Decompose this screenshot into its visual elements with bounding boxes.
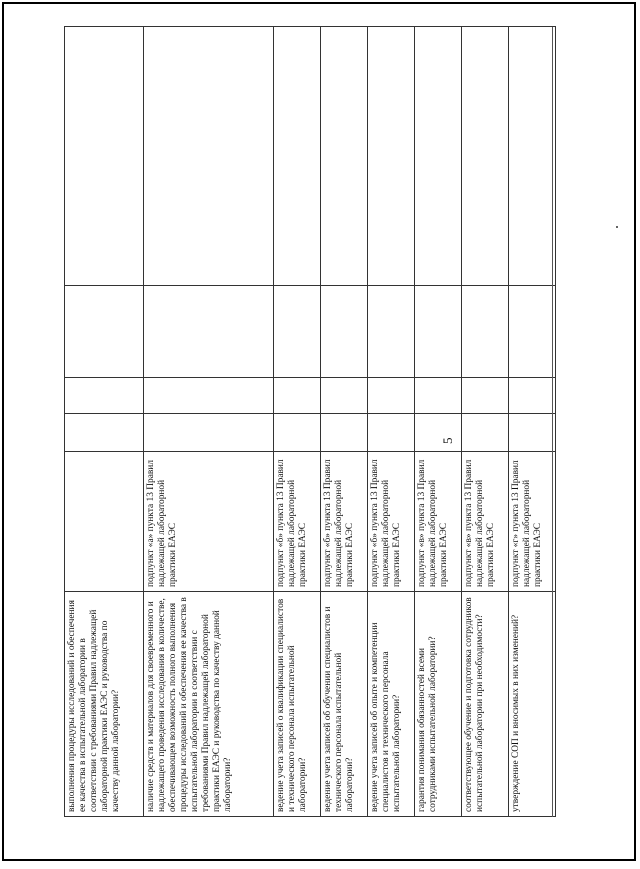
no-cell xyxy=(462,378,509,414)
requirements-table xyxy=(64,26,556,817)
yes-cell xyxy=(415,414,462,452)
no-cell xyxy=(274,378,321,414)
reference-cell xyxy=(65,452,144,592)
table-row xyxy=(144,27,274,817)
document-page xyxy=(2,2,636,861)
reference-cell: подпункт «б» пункта 13 Правил надлежащей лабораторной практики ЕАЭС xyxy=(274,452,321,592)
yes-cell xyxy=(321,414,368,452)
reference-cell: подпункт «в» пункта 13 Правил надлежащей лабораторной практики ЕАЭС xyxy=(415,452,462,592)
yes-cell xyxy=(368,414,415,452)
notes-cell xyxy=(321,27,368,286)
no-cell xyxy=(144,378,274,414)
not-applicable-cell xyxy=(274,286,321,378)
not-applicable-cell xyxy=(321,286,368,378)
not-applicable-cell xyxy=(415,286,462,378)
not-applicable-cell xyxy=(509,286,556,378)
reference-cell: подпункт «б» пункта 13 Правил надлежащей лабораторной практики ЕАЭС xyxy=(321,452,368,592)
reference-cell: подпункт «в» пункта 13 Правил надлежащей лабораторной практики ЕАЭС xyxy=(462,452,509,592)
yes-cell xyxy=(462,414,509,452)
notes-cell xyxy=(65,27,144,286)
question-cell: наличие средств и материалов для своевременного и надлежащего проведения исследования в количестве, обеспечивающем возможность полного выполнения процедуры исследований и обеспечения ее качества в испытательной лаборатории в соответствии с требованиями Правил надлежащей лабораторной практики ЕАЭС и руководства по качеству данной лаборатории? xyxy=(144,592,274,817)
table-row xyxy=(274,27,321,817)
question-cell: утверждение СОП и вносимых в них изменений? xyxy=(509,592,556,817)
question-cell: соответствующее обучение и подготовка сотрудников испытательной лаборатории при необходимости? xyxy=(462,592,509,817)
no-cell xyxy=(509,378,556,414)
page-number: 5 xyxy=(440,437,455,444)
notes-cell xyxy=(509,27,556,286)
no-cell xyxy=(65,378,144,414)
yes-cell xyxy=(144,414,274,452)
no-cell xyxy=(415,378,462,414)
not-applicable-cell xyxy=(462,286,509,378)
table-row xyxy=(65,27,144,817)
yes-cell xyxy=(274,414,321,452)
reference-cell: подпункт «а» пункта 13 Правил надлежащей лабораторной практики ЕАЭС xyxy=(144,452,274,592)
table-row xyxy=(509,27,556,817)
reference-cell: подпункт «г» пункта 13 Правил надлежащей лабораторной практики ЕАЭС xyxy=(509,452,556,592)
table-row xyxy=(321,27,368,817)
reference-cell: подпункт «б» пункта 13 Правил надлежащей лабораторной практики ЕАЭС xyxy=(368,452,415,592)
no-cell xyxy=(368,378,415,414)
rotated-landscape-page xyxy=(4,4,640,869)
scan-speck xyxy=(616,226,618,228)
table-row xyxy=(415,27,462,817)
footer-rule xyxy=(552,27,553,817)
no-cell xyxy=(321,378,368,414)
notes-cell xyxy=(415,27,462,286)
question-cell: ведение учета записей о квалификации специалистов и технического персонала испытательной лаборатории? xyxy=(274,592,321,817)
notes-cell xyxy=(462,27,509,286)
question-cell: ведение учета записей об опыте и компетенции специалистов и технического персонала испытательной лаборатории? xyxy=(368,592,415,817)
table-row xyxy=(462,27,509,817)
question-cell: ведение учета записей об обучении специалистов и технического персонала испытательной лаборатории? xyxy=(321,592,368,817)
not-applicable-cell xyxy=(368,286,415,378)
not-applicable-cell xyxy=(144,286,274,378)
notes-cell xyxy=(368,27,415,286)
question-cell: выполнения процедуры исследований и обеспечения ее качества в испытательной лаборатории в соответствии с требованиями Правил надлежащей лабораторной практики ЕАЭС и руководства по качеству данной лаборатории? xyxy=(65,592,144,817)
yes-cell xyxy=(509,414,556,452)
table-row xyxy=(368,27,415,817)
notes-cell xyxy=(144,27,274,286)
yes-cell xyxy=(65,414,144,452)
question-cell: гарантия понимания обязанностей всеми сотрудниками испытательной лаборатории? xyxy=(415,592,462,817)
notes-cell xyxy=(274,27,321,286)
not-applicable-cell xyxy=(65,286,144,378)
